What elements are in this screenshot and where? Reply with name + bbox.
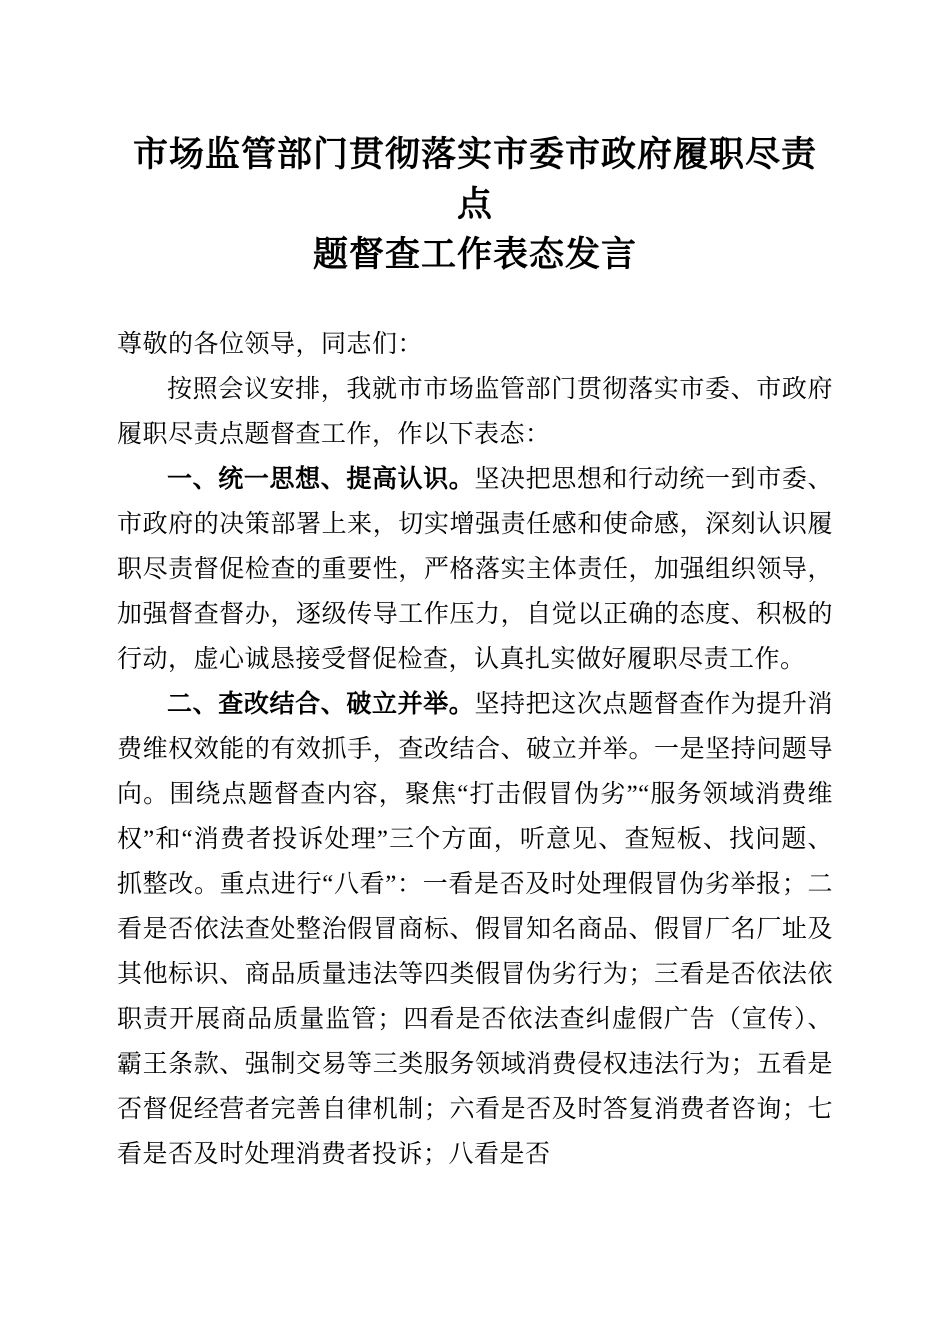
- paragraph-section-2: [117, 682, 833, 1177]
- paragraph-section-1: [117, 457, 833, 682]
- section-1-text: 坚决把思想和行动统一到市委、市政府的决策部署上来，切实增强责任感和使命感，深刻认识履职尽责督促检查的重要性，严格落实主体责任，加强组织领导，加强督查督办，逐级传导工作压力，自觉以正确的态度、积极的行动，虚心诚恳接受督促检查，认真扎实做好履职尽责工作。: [117, 466, 833, 673]
- section-2-text: 坚持把这次点题督查作为提升消费维权效能的有效抓手，查改结合、破立并举。一是坚持问题导向。围绕点题督查内容，聚焦“打击假冒伪劣”“服务领域消费维权”和“消费者投诉处理”三个方面，听意见、查短板、找问题、抓整改。重点进行“八看”：一看是否及时处理假冒伪劣举报；二看是否依法查处整治假冒商标、假冒知名商品、假冒厂名厂址及其他标识、商品质量违法等四类假冒伪劣行为；三看是否依法依职责开展商品质量监管；四看是否依法查纠虚假广告（宣传）、霸王条款、强制交易等三类服务领域消费侵权违法行为；五看是否督促经营者完善自律机制；六看是否及时答复消费者咨询；七看是否及时处理消费者投诉；八看是否: [117, 691, 833, 1168]
- paragraph-intro-text: 按照会议安排，我就市市场监管部门贯彻落实市委、市政府履职尽责点题督查工作，作以下表态：: [117, 376, 833, 448]
- section-2-heading: 二、查改结合、破立并举。: [167, 690, 475, 718]
- title-line-1: 市场监管部门贯彻落实市委市政府履职尽责点: [132, 135, 817, 224]
- section-1-heading: 一、统一思想、提高认识。: [167, 465, 475, 493]
- paragraph-intro: [117, 367, 833, 457]
- paragraph-greeting-text: 尊敬的各位领导，同志们：: [117, 331, 424, 358]
- paragraph-greeting: [117, 322, 833, 367]
- title-line-2: 题督查工作表态发言: [312, 235, 637, 274]
- document-body: [117, 322, 833, 1177]
- document-title: [117, 130, 833, 280]
